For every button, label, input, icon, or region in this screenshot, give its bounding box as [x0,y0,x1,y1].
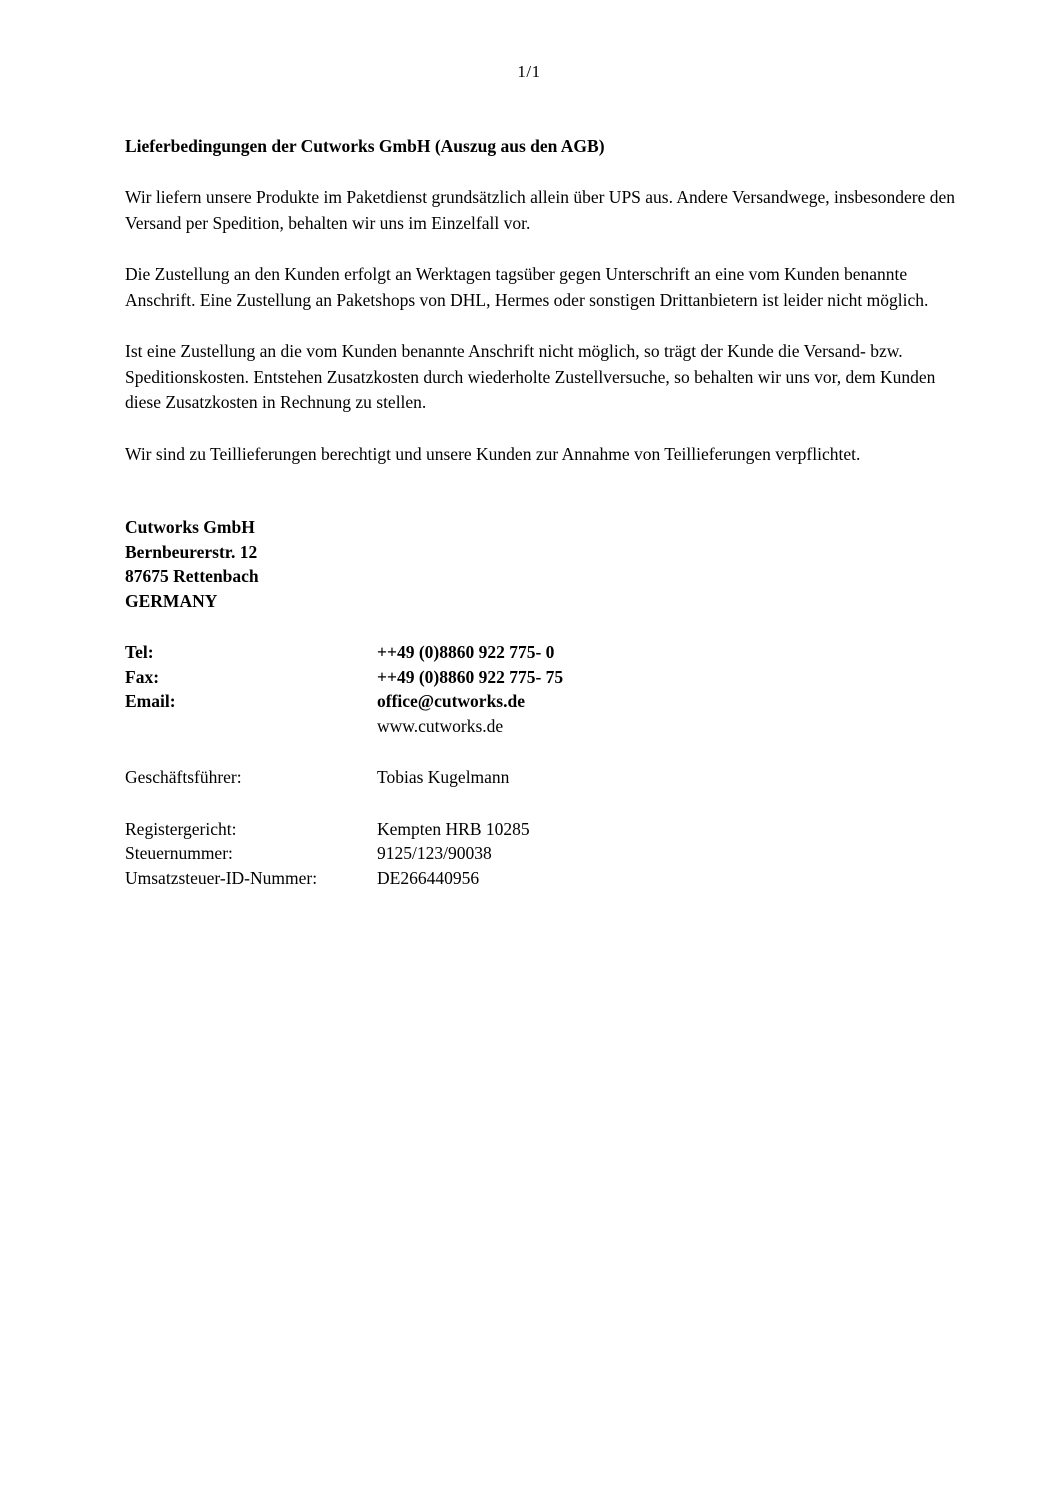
contact-row-website [125,714,958,739]
manager-block [125,765,958,790]
website-label-spacer [125,714,377,739]
vat-id-row [125,866,958,891]
contact-row-tel [125,640,958,665]
company-name: Cutworks GmbH [125,517,255,537]
paragraph-failed-delivery-costs: Ist eine Zustellung an die vom Kunden benannte Anschrift nicht möglich, so trägt der Kunde die Versand- bzw. Speditionskosten. Entstehen Zusatzkosten durch wiederholte Zustellversuche, so behalten wir uns vor, dem Kunden diese Zusatzkosten in Rechnung zu stellen. [125,341,936,412]
website-value: www.cutworks.de [377,715,504,736]
company-city: 87675 Rettenbach [125,566,259,586]
registration-block [125,817,958,891]
manager-row [125,765,958,790]
register-court-row [125,817,958,842]
manager-label: Geschäftsführer: [125,767,242,787]
manager-value: Tobias Kugelmann [377,767,510,787]
fax-label: Fax: [125,666,160,687]
tel-label: Tel: [125,642,154,662]
register-court-label: Registergericht: [125,818,237,839]
contact-row-fax [125,665,958,690]
company-street: Bernbeurerstr. 12 [125,541,258,562]
tel-value: ++49 (0)8860 922 775- 0 [377,642,555,662]
page-number: 1/1 [517,62,541,81]
paragraph-partial-deliveries: Wir sind zu Teillieferungen berechtigt und unsere Kunden zur Annahme von Teillieferungen verpflichtet. [125,443,861,464]
contact-block [125,640,958,738]
email-value: office@cutworks.de [377,691,525,711]
company-address-block [125,515,958,613]
email-label: Email: [125,691,176,711]
paragraph-shipping-carrier: Wir liefern unsere Produkte im Paketdienst grundsätzlich allein über UPS aus. Andere Versandwege, insbesondere den Versand per Spedition, behalten wir uns im Einzelfall vor. [125,187,956,233]
fax-value: ++49 (0)8860 922 775- 75 [377,666,564,687]
company-country: GERMANY [125,590,218,611]
vat-id-value: DE266440956 [377,867,480,888]
paragraph-delivery-address: Die Zustellung an den Kunden erfolgt an Werktagen tagsüber gegen Unterschrift an eine vom Kunden benannte Anschrift. Eine Zustellung an Paketshops von DHL, Hermes oder sonstigen Drittanbietern ist leider nicht möglich. [125,264,929,310]
tax-number-label: Steuernummer: [125,843,233,863]
tax-number-value: 9125/123/90038 [377,843,492,863]
tax-number-row [125,841,958,866]
vat-id-label: Umsatzsteuer-ID-Nummer: [125,867,318,888]
document-content [125,134,958,890]
contact-row-email [125,689,958,714]
register-court-value: Kempten HRB 10285 [377,818,530,839]
document-title: Lieferbedingungen der Cutworks GmbH (Auszug aus den AGB) [125,136,605,156]
